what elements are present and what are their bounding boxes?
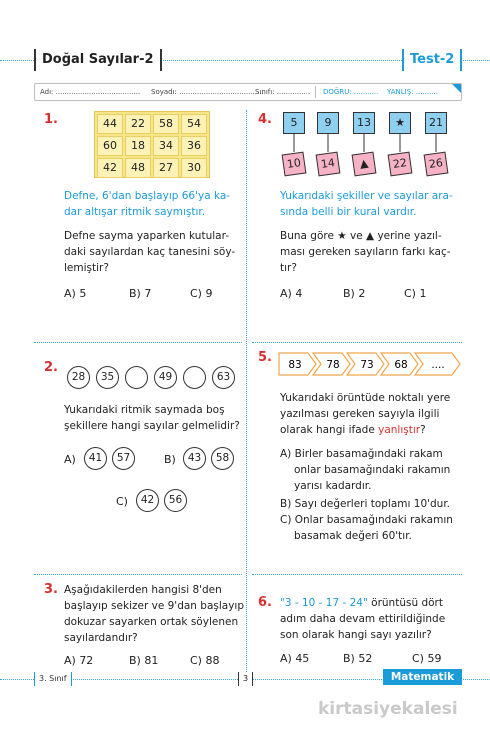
option-a-circle: 41 <box>84 447 107 470</box>
column-divider <box>246 110 247 672</box>
question-5-option-b[interactable]: B) Sayı değerleri toplamı 10'dur. <box>280 498 451 510</box>
info-separator <box>315 86 316 98</box>
rhythm-circle: 49 <box>154 366 177 389</box>
rhythm-circle: 28 <box>67 366 90 389</box>
surname-field[interactable]: Soyadı: ...................................... <box>151 88 264 96</box>
grid-cell: 42 <box>97 158 123 178</box>
question-4-intro: Yukarıdaki şekiller ve sayılar ara- sında belli bir kural vardır. <box>280 190 453 218</box>
page-number: 3 <box>238 672 253 686</box>
question-4-option-a[interactable]: A) 4 <box>280 287 303 300</box>
question-3-text: Aşağıdakilerden hangisi 8'den başlayıp sekizer ve 9'dan başlayıp dokuzar sayarken ortak söylenen sayılardandır? <box>64 584 244 644</box>
question-6-option-a[interactable]: A) 45 <box>280 652 310 665</box>
grid-cell: 18 <box>125 136 151 156</box>
pattern-box-bottom: 10 <box>282 152 307 177</box>
pattern-box-top: 13 <box>353 112 375 134</box>
grid-cell: 48 <box>125 158 151 178</box>
worksheet-title: Doğal Sayılar-2 <box>34 49 162 71</box>
pattern-box-top: 9 <box>317 112 339 134</box>
question-5-text: Yukarıdaki örüntüde noktalı yere yazılması gereken sayıyla ilgili olarak hangi ifade yanlıştır? <box>280 392 451 436</box>
question-5-number: 5. <box>258 350 272 365</box>
question-4-option-c[interactable]: C) 1 <box>404 287 427 300</box>
triangle-icon: ▲ <box>352 152 377 177</box>
number-grid <box>94 111 210 178</box>
rhythm-circle: 35 <box>96 366 119 389</box>
grid-cell: 22 <box>125 114 151 134</box>
emphasis-word: yanlıştır <box>378 424 421 436</box>
question-6-option-b[interactable]: B) 52 <box>343 652 373 665</box>
grid-cell: 34 <box>153 136 179 156</box>
pattern-box-bottom: 26 <box>424 152 449 177</box>
sequence-quote: "3 - 10 - 17 - 24" <box>280 597 368 609</box>
watermark: kirtasiyekalesi <box>318 699 458 719</box>
student-info-bar <box>34 83 462 101</box>
class-label: 3. Sınıf <box>34 672 72 686</box>
question-1-option-c[interactable]: C) 9 <box>190 287 213 300</box>
question-2-text: Yukarıdaki ritmik saymada boş şekillere hangi sayılar gelmelidir? <box>64 404 240 432</box>
row-separator <box>34 342 242 343</box>
question-2-option-c-label[interactable]: C) <box>116 495 128 508</box>
question-5-option-c[interactable]: C) Onlar basamağındaki rakamın basamak değeri 60'tır. <box>280 514 453 542</box>
grid-cell: 27 <box>153 158 179 178</box>
question-1-number: 1. <box>44 112 58 127</box>
pattern-box-bottom: 14 <box>316 152 341 177</box>
star-icon: ★ <box>337 230 347 242</box>
rhythm-circle-empty <box>183 366 206 389</box>
grid-cell: 30 <box>181 158 207 178</box>
row-separator <box>252 574 462 575</box>
grid-cell: 36 <box>181 136 207 156</box>
rhythm-circle: 63 <box>212 366 235 389</box>
question-2-option-b-label[interactable]: B) <box>164 453 176 466</box>
grid-cell: 54 <box>181 114 207 134</box>
row-separator <box>252 342 462 343</box>
question-6-text: "3 - 10 - 17 - 24" örüntüsü dört adım daha devam ettirildiğinde son olarak hangi sayı yazılır? <box>280 597 446 641</box>
class-field[interactable]: Sınıfı: ............... <box>255 88 311 96</box>
question-3-option-b[interactable]: B) 81 <box>129 654 159 667</box>
arrow-value: 68 <box>394 359 408 371</box>
question-4-text: Buna göre ★ ve ▲ yerine yazıl- ması gereken sayıların farkı kaç- tır? <box>280 230 451 274</box>
question-3-number: 3. <box>44 582 58 597</box>
question-3-option-a[interactable]: A) 72 <box>64 654 94 667</box>
question-3-option-c[interactable]: C) 88 <box>190 654 220 667</box>
question-2-number: 2. <box>44 360 58 375</box>
test-label: Test-2 <box>402 49 462 71</box>
rhythm-circle-empty <box>125 366 148 389</box>
question-2-option-a-label[interactable]: A) <box>64 453 76 466</box>
question-1-option-a[interactable]: A) 5 <box>64 287 87 300</box>
option-c-circle: 42 <box>136 489 159 512</box>
pattern-box-top: 21 <box>425 112 447 134</box>
question-1-text: Defne sayma yaparken kutular- daki sayılardan kaç tanesini söy- lemiştir? <box>64 230 236 274</box>
grid-cell: 58 <box>153 114 179 134</box>
option-c-circle: 56 <box>164 489 187 512</box>
subject-badge: Matematik <box>383 669 462 685</box>
arrow-value: 83 <box>288 359 302 371</box>
question-1-intro: Defne, 6'dan başlayıp 66'ya ka- dar altışar ritmik saymıştır. <box>64 190 231 218</box>
star-icon: ★ <box>389 112 411 134</box>
wrong-field[interactable]: YANLIŞ: .......... <box>387 88 438 96</box>
arrow-value: 73 <box>360 359 374 371</box>
option-a-circle: 57 <box>112 447 135 470</box>
option-b-circle: 43 <box>183 447 206 470</box>
name-field[interactable]: Adı: ...................................... <box>40 88 141 96</box>
grid-cell: 60 <box>97 136 123 156</box>
question-4-option-b[interactable]: B) 2 <box>343 287 366 300</box>
triangle-icon: ▲ <box>366 230 375 242</box>
pattern-box-top: 5 <box>283 112 305 134</box>
question-6-number: 6. <box>258 595 272 610</box>
row-separator <box>34 574 242 575</box>
question-4-number: 4. <box>258 112 272 127</box>
option-b-circle: 58 <box>211 447 234 470</box>
corner-mark <box>452 84 461 93</box>
arrow-value: 78 <box>326 359 340 371</box>
grid-cell: 44 <box>97 114 123 134</box>
correct-field[interactable]: DOĞRU: ........... <box>323 88 379 96</box>
question-6-option-c[interactable]: C) 59 <box>412 652 442 665</box>
pattern-box-bottom: 22 <box>388 152 413 177</box>
question-5-option-a[interactable]: A) Birler basamağındaki rakam onlar basamağındaki rakamın yarısı kadardır. <box>280 448 451 492</box>
arrow-value-empty: .... <box>431 359 445 371</box>
question-1-option-b[interactable]: B) 7 <box>129 287 152 300</box>
arrow-pattern <box>278 352 468 378</box>
